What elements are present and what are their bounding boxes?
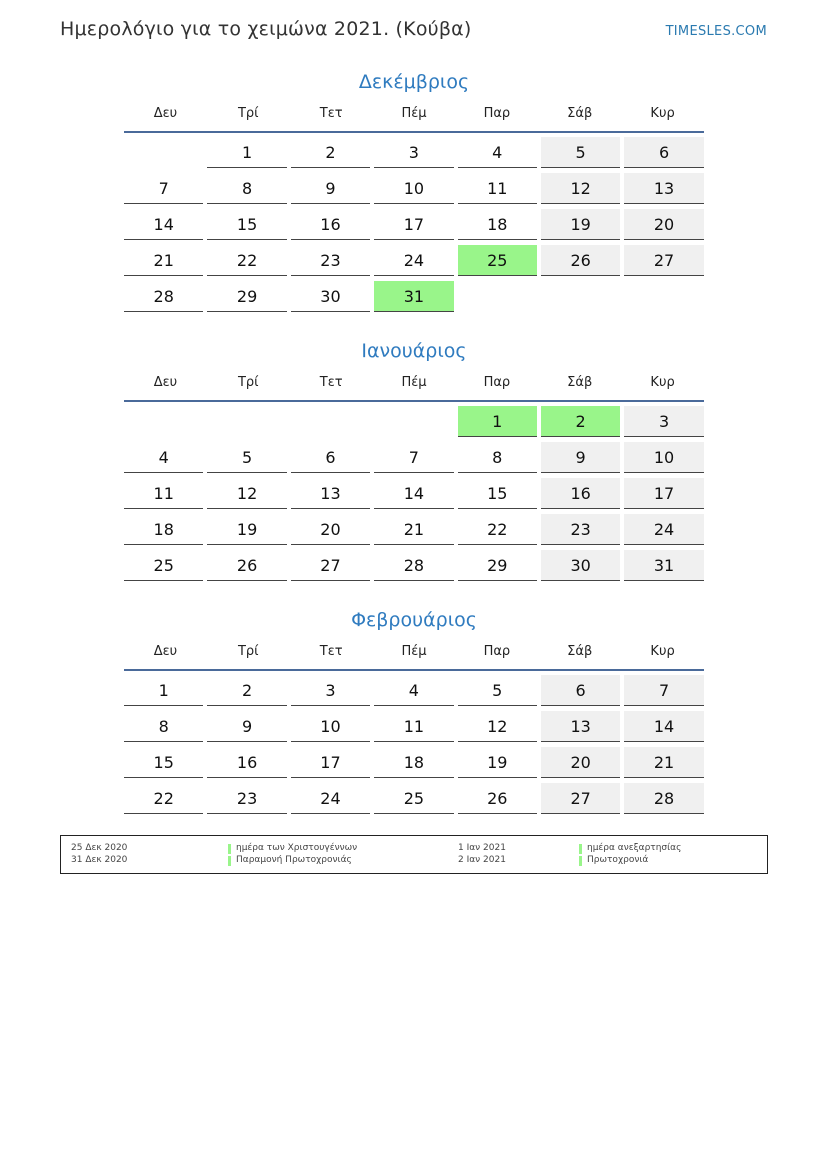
weekday-label: Παρ [483, 644, 511, 659]
weekday-label: Πέμ [401, 375, 427, 390]
day-cell: 26 [207, 550, 286, 581]
day-cell: 16 [541, 478, 620, 509]
day-cell: 13 [541, 711, 620, 742]
day-cell: 21 [624, 747, 703, 778]
legend-color-marker [579, 856, 582, 866]
day-cell: 9 [541, 442, 620, 473]
day-cell: 20 [541, 747, 620, 778]
weekday-label: Τρί [237, 644, 259, 659]
day-cell: 7 [374, 442, 453, 473]
day-cell: 12 [458, 711, 537, 742]
weekday-label: Πέμ [401, 106, 427, 121]
legend-holiday-name: Πρωτοχρονιά [587, 855, 649, 865]
day-cell: 4 [124, 442, 203, 473]
weekday-label: Τετ [319, 375, 343, 390]
day-cell: 14 [124, 209, 203, 240]
day-cell: 29 [458, 550, 537, 581]
day-cell: 7 [124, 173, 203, 204]
day-cell: 28 [624, 783, 703, 814]
day-cell: 9 [291, 173, 370, 204]
day-cell: 20 [291, 514, 370, 545]
day-cell: 24 [624, 514, 703, 545]
weekday-label: Δευ [153, 644, 178, 659]
day-grid [124, 406, 708, 586]
day-cell: 31 [624, 550, 703, 581]
month-block [124, 67, 704, 317]
day-cell: 28 [374, 550, 453, 581]
holiday-day-cell: 25 [458, 245, 537, 276]
empty-cell [374, 406, 453, 437]
day-cell: 20 [624, 209, 703, 240]
day-cell: 26 [458, 783, 537, 814]
day-cell: 10 [624, 442, 703, 473]
day-cell: 15 [207, 209, 286, 240]
day-cell: 17 [374, 209, 453, 240]
month-name: Ιανουάριος [361, 340, 467, 362]
day-cell: 16 [291, 209, 370, 240]
day-cell: 6 [541, 675, 620, 706]
empty-cell [207, 406, 286, 437]
day-cell: 19 [207, 514, 286, 545]
day-cell: 13 [291, 478, 370, 509]
day-cell: 24 [374, 245, 453, 276]
weekday-label: Τρί [237, 106, 259, 121]
legend-date: 25 Δεκ 2020 [71, 843, 128, 853]
weekday-label: Δευ [153, 106, 178, 121]
day-cell: 14 [624, 711, 703, 742]
legend-holiday-name: ημέρα των Χριστουγέννων [236, 843, 358, 853]
legend-date: 31 Δεκ 2020 [71, 855, 128, 865]
day-cell: 17 [291, 747, 370, 778]
holiday-day-cell: 2 [541, 406, 620, 437]
day-cell: 11 [458, 173, 537, 204]
day-cell: 5 [458, 675, 537, 706]
day-cell: 15 [124, 747, 203, 778]
day-cell: 11 [124, 478, 203, 509]
weekday-label: Τρί [237, 375, 259, 390]
weekday-label: Τετ [319, 644, 343, 659]
day-cell: 3 [624, 406, 703, 437]
day-grid [124, 137, 708, 317]
holiday-day-cell: 31 [374, 281, 453, 312]
day-cell: 13 [624, 173, 703, 204]
day-cell: 12 [541, 173, 620, 204]
day-cell: 9 [207, 711, 286, 742]
month-block [124, 605, 704, 819]
day-cell: 1 [207, 137, 286, 168]
day-cell: 8 [124, 711, 203, 742]
day-cell: 24 [291, 783, 370, 814]
day-cell: 16 [207, 747, 286, 778]
empty-cell [291, 406, 370, 437]
day-cell: 21 [124, 245, 203, 276]
day-cell: 5 [541, 137, 620, 168]
day-cell: 25 [124, 550, 203, 581]
day-cell: 22 [207, 245, 286, 276]
day-cell: 10 [291, 711, 370, 742]
day-cell: 22 [124, 783, 203, 814]
legend-date: 1 Ιαν 2021 [458, 843, 506, 853]
empty-cell [124, 137, 203, 168]
day-cell: 18 [374, 747, 453, 778]
weekday-label: Παρ [483, 106, 511, 121]
legend-color-marker [579, 844, 582, 854]
day-cell: 23 [291, 245, 370, 276]
weekday-label: Πέμ [401, 644, 427, 659]
legend-holiday-name: Παραμονή Πρωτοχρονιάς [236, 855, 352, 865]
day-cell: 30 [541, 550, 620, 581]
day-cell: 14 [374, 478, 453, 509]
day-cell: 11 [374, 711, 453, 742]
day-cell: 8 [458, 442, 537, 473]
weekday-label: Παρ [483, 375, 511, 390]
day-cell: 17 [624, 478, 703, 509]
weekday-label: Σάβ [567, 106, 593, 121]
weekday-label: Κυρ [650, 106, 675, 121]
day-cell: 12 [207, 478, 286, 509]
day-cell: 6 [291, 442, 370, 473]
holiday-day-cell: 1 [458, 406, 537, 437]
legend-color-marker [228, 856, 231, 866]
month-name: Φεβρουάριος [351, 609, 477, 631]
day-cell: 28 [124, 281, 203, 312]
day-cell: 10 [374, 173, 453, 204]
weekday-label: Σάβ [567, 375, 593, 390]
day-cell: 15 [458, 478, 537, 509]
weekday-label: Δευ [153, 375, 178, 390]
day-cell: 26 [541, 245, 620, 276]
day-cell: 8 [207, 173, 286, 204]
weekday-header [124, 366, 704, 402]
day-cell: 4 [458, 137, 537, 168]
day-cell: 19 [541, 209, 620, 240]
day-cell: 2 [207, 675, 286, 706]
weekday-label: Τετ [319, 106, 343, 121]
weekday-header [124, 635, 704, 671]
holiday-legend [60, 835, 768, 874]
day-cell: 4 [374, 675, 453, 706]
day-cell: 27 [291, 550, 370, 581]
day-cell: 5 [207, 442, 286, 473]
day-cell: 29 [207, 281, 286, 312]
day-grid [124, 675, 708, 819]
month-block [124, 336, 704, 586]
day-cell: 7 [624, 675, 703, 706]
brand-link[interactable]: TIMESLES.COM [665, 24, 767, 39]
page-title: Ημερολόγιο για το χειμώνα 2021. (Κούβα) [60, 18, 472, 40]
day-cell: 22 [458, 514, 537, 545]
weekday-label: Κυρ [650, 375, 675, 390]
day-cell: 21 [374, 514, 453, 545]
legend-holiday-name: ημέρα ανεξαρτησίας [587, 843, 682, 853]
day-cell: 23 [207, 783, 286, 814]
day-cell: 2 [291, 137, 370, 168]
day-cell: 27 [541, 783, 620, 814]
empty-cell [124, 406, 203, 437]
day-cell: 18 [124, 514, 203, 545]
day-cell: 3 [291, 675, 370, 706]
day-cell: 23 [541, 514, 620, 545]
legend-date: 2 Ιαν 2021 [458, 855, 506, 865]
day-cell: 1 [124, 675, 203, 706]
legend-color-marker [228, 844, 231, 854]
month-name: Δεκέμβριος [358, 71, 470, 93]
day-cell: 18 [458, 209, 537, 240]
day-cell: 30 [291, 281, 370, 312]
weekday-header [124, 97, 704, 133]
day-cell: 19 [458, 747, 537, 778]
weekday-label: Κυρ [650, 644, 675, 659]
weekday-label: Σάβ [567, 644, 593, 659]
day-cell: 25 [374, 783, 453, 814]
day-cell: 3 [374, 137, 453, 168]
day-cell: 27 [624, 245, 703, 276]
day-cell: 6 [624, 137, 703, 168]
